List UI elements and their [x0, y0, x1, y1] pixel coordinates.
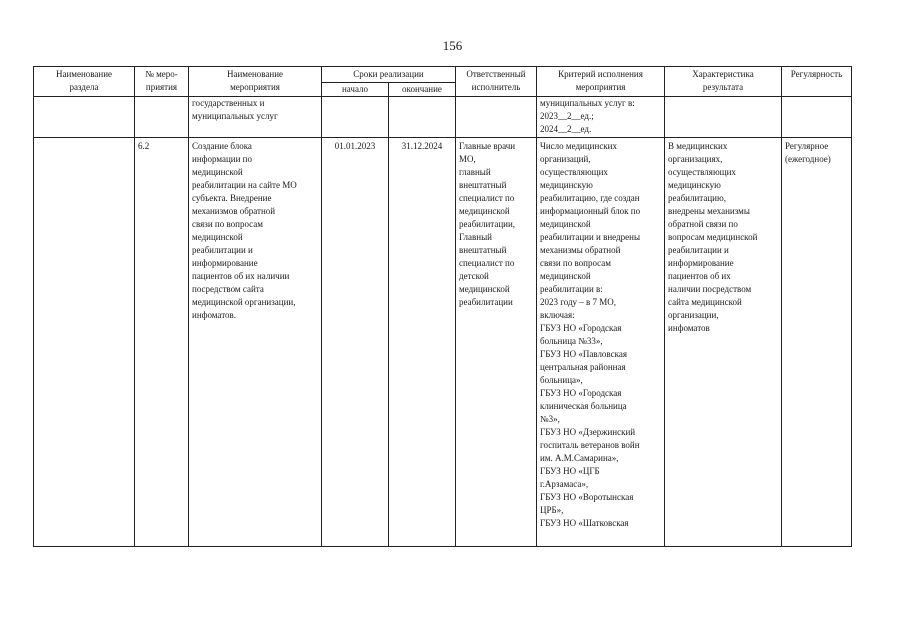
- cell-section: [34, 97, 135, 138]
- header-start: начало: [322, 83, 389, 97]
- cell-end: [389, 97, 456, 138]
- header-regularity: Регулярность: [782, 67, 852, 97]
- header-criterion: Критерий исполнения мероприятия: [537, 67, 665, 97]
- table-row-continued: [34, 97, 852, 138]
- cell-start: [322, 97, 389, 138]
- cell-result: [665, 97, 782, 138]
- header-section: Наименование раздела: [34, 67, 135, 97]
- cell-regularity: [782, 97, 852, 138]
- cell-start: 01.01.2023: [322, 138, 389, 547]
- cell-section: [34, 138, 135, 547]
- cell-criterion: муниципальных услуг в: 2023__2__ед.; 2024__2__ед.: [537, 97, 665, 138]
- header-terms: Сроки реализации: [322, 67, 456, 83]
- cell-criterion: Число медицинских организаций, осуществляющих медицинскую реабилитацию, где создан информационный блок по медицинской реабилитации и внедрены механизмы обратной связи по вопросам медицинской реабилитации в: 2023 году – в 7 МО, включая: ГБУЗ НО «Городская больница №33», ГБУЗ НО «Павловская центральная районная больница», ГБУЗ НО «Городская клиническая больница №3», ГБУЗ НО «Дзержинский госпиталь ветеранов войн им. А.М.Самарина», ГБУЗ НО «ЦГБ г.Арзамаса», ГБУЗ НО «Воротынская ЦРБ», ГБУЗ НО «Шатковская: [537, 138, 665, 547]
- plan-table: [33, 66, 852, 547]
- cell-end: 31.12.2024: [389, 138, 456, 547]
- cell-event-number: 6.2: [135, 138, 189, 547]
- header-end: окончание: [389, 83, 456, 97]
- cell-result: В медицинских организациях, осуществляющих медицинскую реабилитацию, внедрены механизмы обратной связи по вопросам медицинской реабилитации и информирование пациентов об их наличии посредством сайта медицинской организации, инфоматов: [665, 138, 782, 547]
- page-number: 156: [442, 38, 463, 53]
- header-result: Характеристика результата: [665, 67, 782, 97]
- header-event-number: № меро- приятия: [135, 67, 189, 97]
- header-event-name: Наименование мероприятия: [189, 67, 322, 97]
- cell-event-name: государственных и муниципальных услуг: [189, 97, 322, 138]
- header-responsible: Ответственный исполнитель: [456, 67, 537, 97]
- cell-responsible: [456, 97, 537, 138]
- cell-event-name: Создание блока информации по медицинской реабилитации на сайте МО субъекта. Внедрение механизмов обратной связи по вопросам медицинской реабилитации и информирование пациентов об их наличии посредством сайта медицинской организации, инфоматов.: [189, 138, 322, 547]
- cell-event-number: [135, 97, 189, 138]
- cell-regularity: Регулярное (ежегодное): [782, 138, 852, 547]
- cell-responsible: Главные врачи МО, главный внештатный специалист по медицинской реабилитации, Главный внештатный специалист по детской медицинской реабилитации: [456, 138, 537, 547]
- table-header-row: [34, 67, 852, 83]
- table-row-6-2: [34, 138, 852, 547]
